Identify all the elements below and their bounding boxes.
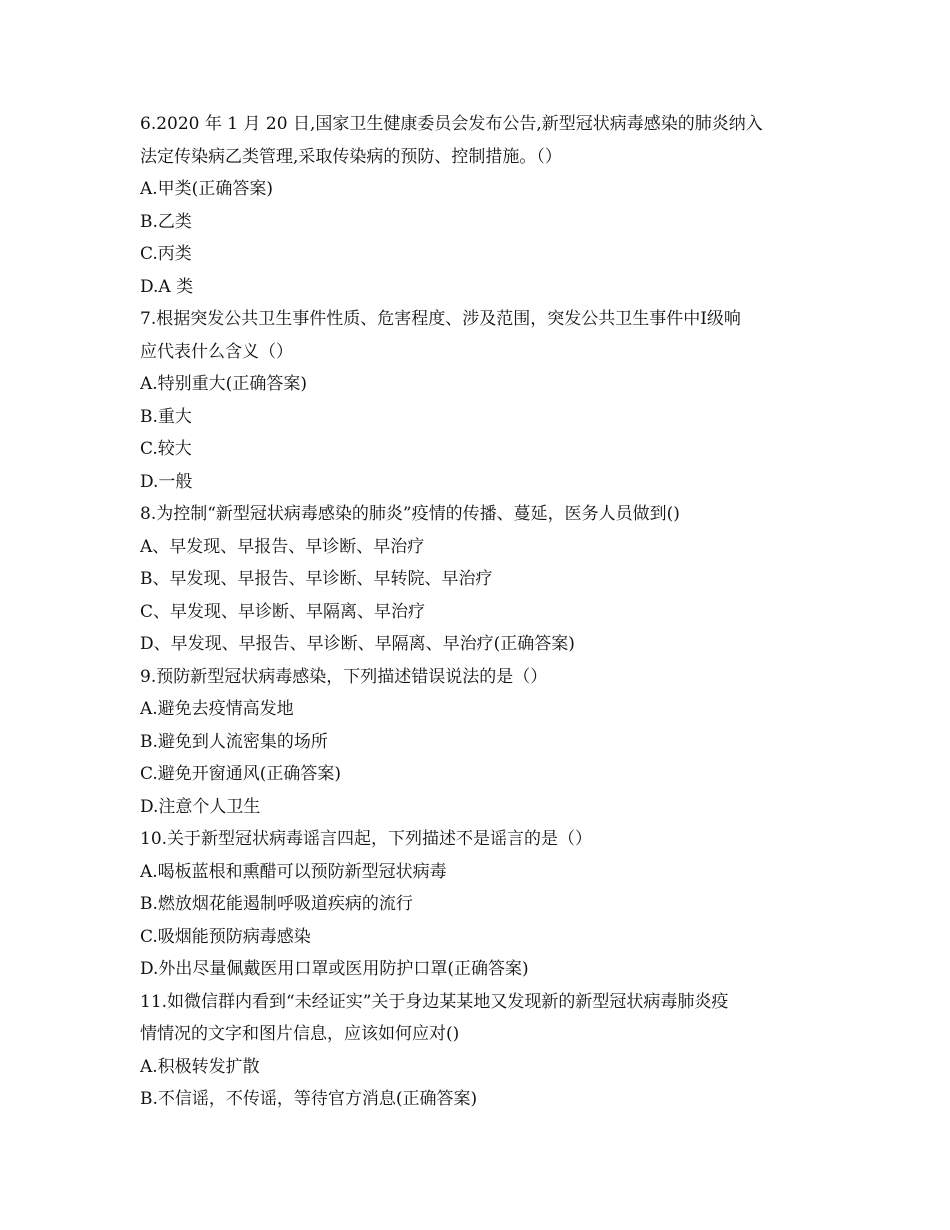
question-9-option-c: C.避免开窗通风(正确答案) xyxy=(140,764,342,784)
question-7-option-d: D.一般 xyxy=(140,471,193,492)
question-10-option-b: B.燃放烟花能遏制呼吸道疾病的流行 xyxy=(140,894,413,914)
question-8-option-b: B、早发现、早报告、早诊断、早转院、早治疗 xyxy=(140,569,493,589)
question-7-text-line-1: 7.根据突发公共卫生事件性质、危害程度、涉及范围，突发公共卫生事件中Ⅰ级响 xyxy=(140,309,741,329)
question-9-option-b: B.避免到人流密集的场所 xyxy=(140,731,328,752)
question-9-option-a: A.避免去疫情高发地 xyxy=(140,699,294,719)
question-6-option-a: A.甲类(正确答案) xyxy=(140,179,273,199)
question-11-text-line-2: 情情况的文字和图片信息，应该如何应对() xyxy=(140,1024,460,1044)
question-8-option-c: C、早发现、早诊断、早隔离、早治疗 xyxy=(140,601,426,622)
question-6-text-line-2: 法定传染病乙类管理,采取传染病的预防、控制措施。（） xyxy=(140,146,562,167)
question-11-text-line-1: 11.如微信群内看到“未经证实”关于身边某某地又发现新的新型冠状病毒肺炎疫 xyxy=(140,991,729,1012)
question-7-option-a: A.特别重大(正确答案) xyxy=(140,374,307,394)
question-7-option-c: C.较大 xyxy=(140,439,192,459)
question-6-option-b: B.乙类 xyxy=(140,211,192,232)
question-10-option-c: C.吸烟能预防病毒感染 xyxy=(140,926,311,947)
question-6-option-d: D.A 类 xyxy=(140,276,194,297)
question-8-option-d: D、早发现、早报告、早诊断、早隔离、早治疗(正确答案) xyxy=(140,634,575,654)
question-10-option-d: D.外出尽量佩戴医用口罩或医用防护口罩(正确答案) xyxy=(140,959,529,979)
question-10-text: 10.关于新型冠状病毒谣言四起，下列描述不是谣言的是（） xyxy=(140,829,593,849)
question-6-option-c: C.丙类 xyxy=(140,244,192,264)
question-7-text-line-2: 应代表什么含义（） xyxy=(140,341,293,362)
question-9-option-d: D.注意个人卫生 xyxy=(140,796,261,817)
question-8-text: 8.为控制“新型冠状病毒感染的肺炎”疫情的传播、蔓延，医务人员做到() xyxy=(140,504,680,524)
question-8-option-a: A、早发现、早报告、早诊断、早治疗 xyxy=(140,536,425,557)
question-11-option-b: B.不信谣，不传谣，等待官方消息(正确答案) xyxy=(140,1089,478,1109)
question-6-text-line-1: 6.2020 年 1 月 20 日,国家卫生健康委员会发布公告,新型冠状病毒感染的肺炎纳入 xyxy=(140,114,763,134)
document-body xyxy=(140,108,840,1116)
question-7-option-b: B.重大 xyxy=(140,406,192,427)
question-10-option-a: A.喝板蓝根和熏醋可以预防新型冠状病毒 xyxy=(140,861,447,882)
question-9-text: 9.预防新型冠状病毒感染，下列描述错误说法的是（） xyxy=(140,666,548,687)
question-11-option-a: A.积极转发扩散 xyxy=(140,1056,260,1077)
